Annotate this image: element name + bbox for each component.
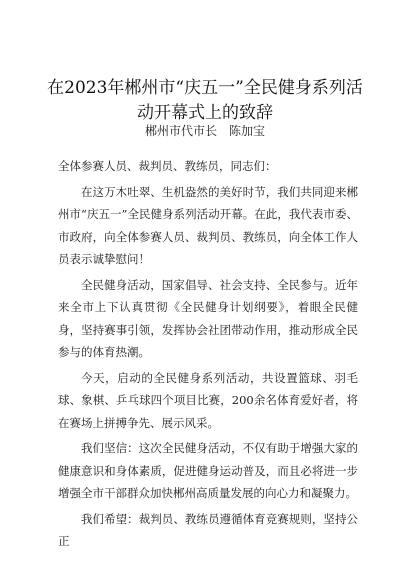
speech-body <box>58 155 358 556</box>
paragraph-greeting: 在这万木吐翠、生机盎然的美好时节，我们共同迎来郴州市“庆五一”全民健身系列活动开幕。在此，我代表市委、市政府，向全体参赛人员、裁判员、教练员，向全体工作人员表示诚挚慰问！ <box>58 184 358 266</box>
paragraph-events: 今天，启动的全民健身系列活动，共设置篮球、羽毛球、象棋、乒乓球四个项目比赛，200余名体育爱好者，将在赛场上拼搏争先、展示风采。 <box>58 370 358 430</box>
document-title <box>40 76 370 126</box>
paragraph-belief: 我们坚信：这次全民健身活动，不仅有助于增强大家的健康意识和身体素质，促进健身运动普及，而且必将进一步增强全市干部群众加快郴州高质量发展的向心力和凝聚力。 <box>58 441 358 500</box>
title-line-1: 在2023年郴州市“庆五一”全民健身系列活 <box>47 78 363 98</box>
author-byline: 郴州市代市长 陈加宝 <box>144 124 265 138</box>
title-line-2: 动开幕式上的致辞 <box>137 103 273 123</box>
paragraph-fitness-overview: 全民健身活动，国家倡导、社会支持、全民参与。近年来全市上下认真贯彻《全民健身计划纲要》，着眼全民健身，坚持赛事引领，发挥协会社团带动作用，推动形成全民参与的体育热潮。 <box>58 277 358 359</box>
salutation: 全体参赛人员、裁判员、教练员，同志们： <box>58 159 277 173</box>
paragraph-hope: 我们希望：裁判员、教练员遵循体育竞赛规则，坚持公正 <box>58 511 358 548</box>
